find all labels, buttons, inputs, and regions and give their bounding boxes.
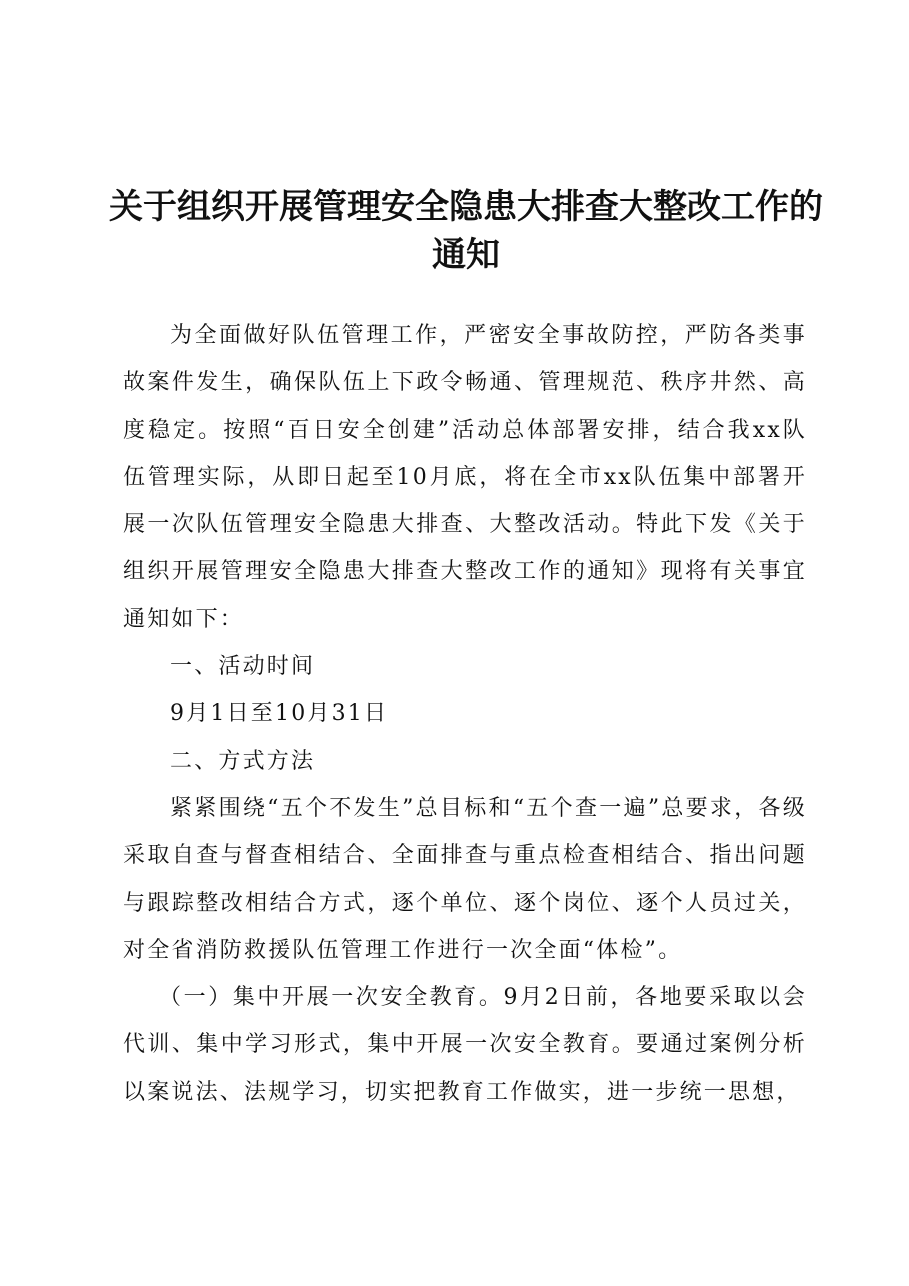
intro-paragraph: 为全面做好队伍管理工作，严密安全事故防控，严防各类事故案件发生，确保队伍上下政令畅通、管理规范、秩序井然、高度稳定。按照“百日安全创建”活动总体部署安排，结合我xx队伍管理实际，从即日起至10月底，将在全市xx队伍集中部署开展一次队伍管理安全隐患大排查、大整改活动。特此下发《关于组织开展管理安全隐患大排查大整改工作的通知》现将有关事宜通知如下： bbox=[123, 323, 807, 632]
subsection-safety-education: （一）集中开展一次安全教育。9月2日前，各地要采取以会代训、集中学习形式，集中开展一次安全教育。要通过案例分析以案说法、法规学习，切实把教育工作做实，进一步统一思想， bbox=[123, 985, 807, 1105]
document-body bbox=[123, 312, 807, 1116]
document-title bbox=[96, 183, 836, 279]
section-heading-activity-time: 一、活动时间 bbox=[170, 654, 316, 680]
activity-time-value: 9月1日至10月31日 bbox=[170, 701, 389, 727]
section-heading-methods: 二、方式方法 bbox=[170, 748, 316, 774]
methods-paragraph: 紧紧围绕“五个不发生”总目标和“五个查一遍”总要求，各级采取自查与督查相结合、全面排查与重点检查相结合、指出问题与跟踪整改相结合方式，逐个单位、逐个岗位、逐个人员过关，对全省消防救援队伍管理工作进行一次全面“体检”。 bbox=[123, 795, 807, 963]
title-line-1: 关于组织开展管理安全隐患大排查大整改工作的 bbox=[109, 187, 823, 227]
title-line-2: 通知 bbox=[432, 235, 500, 275]
